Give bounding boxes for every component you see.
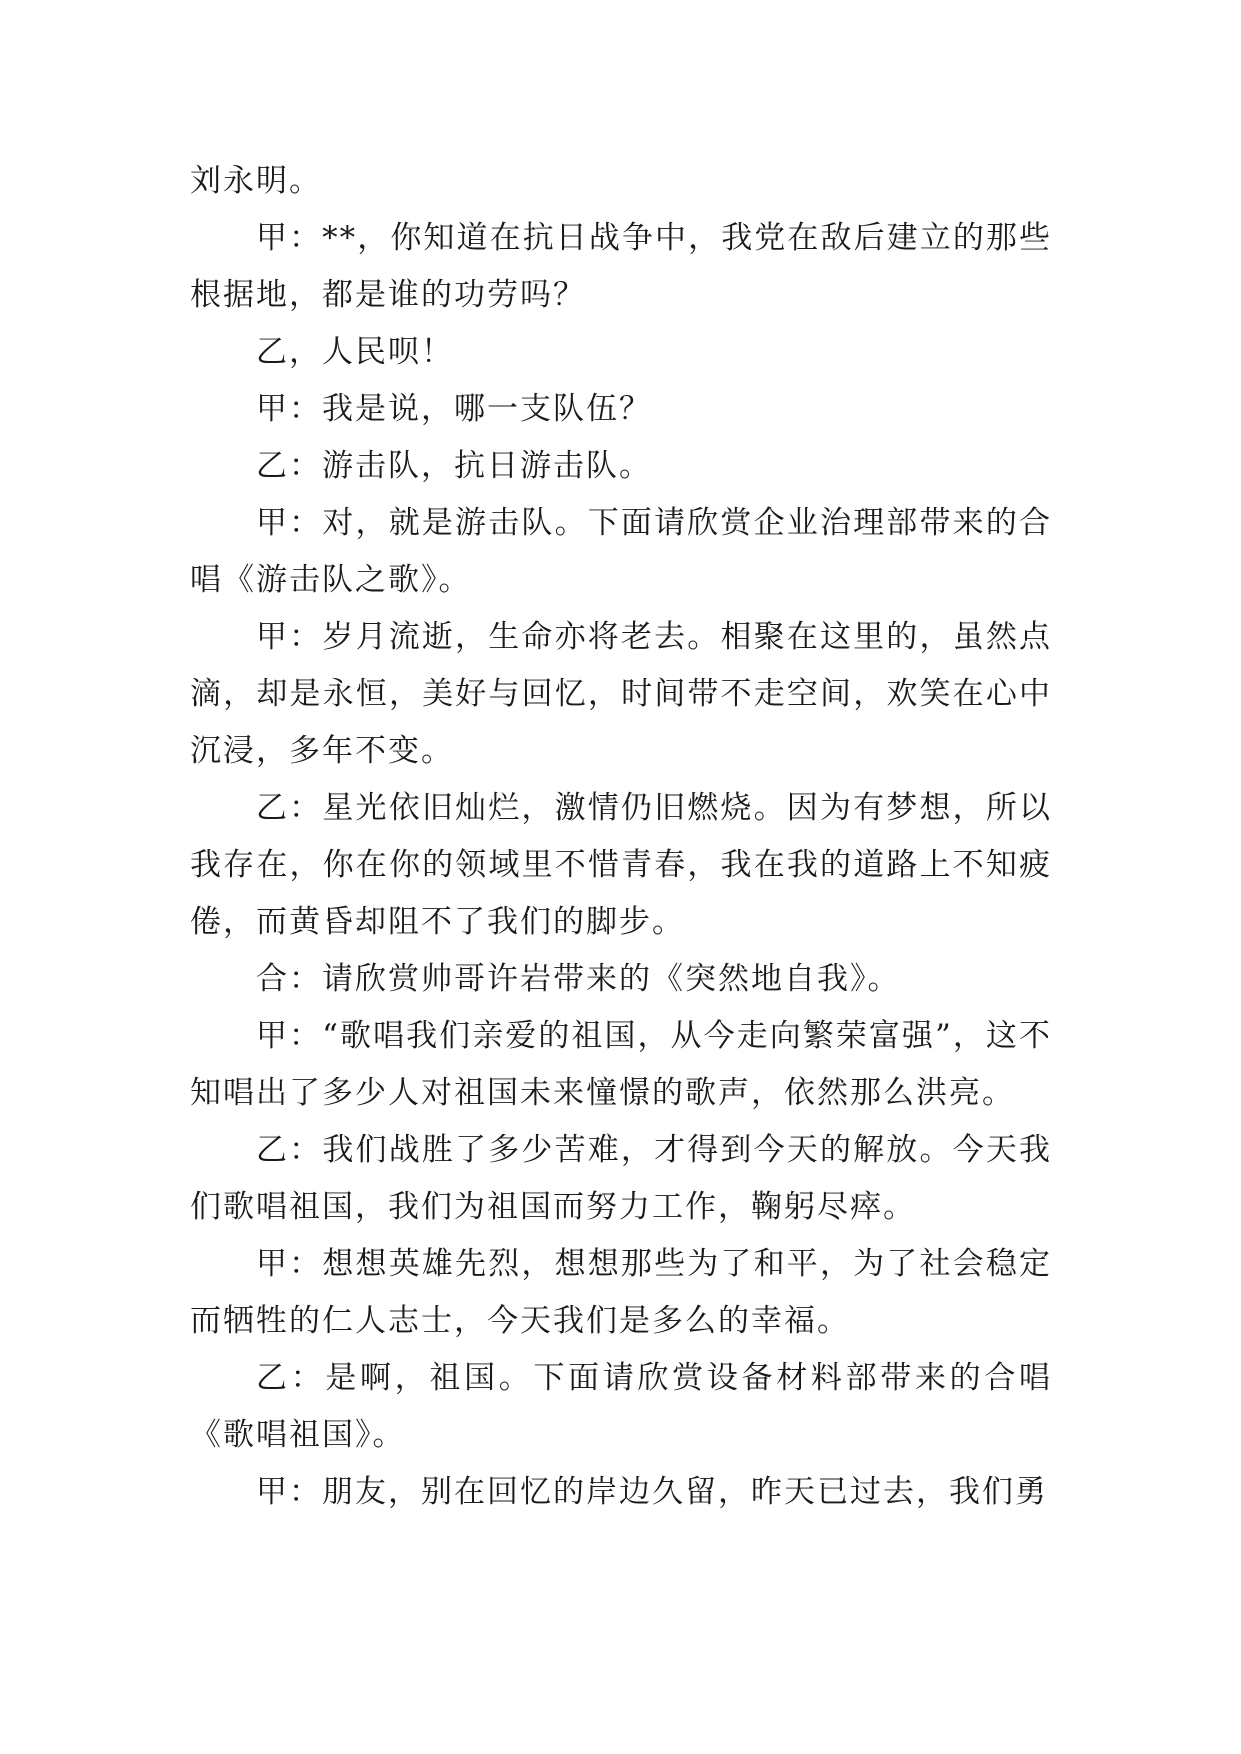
paragraph: 甲：对，就是游击队。下面请欣赏企业治理部带来的合唱《游击队之歌》。 [190, 505, 1052, 598]
paragraph: 乙：星光依旧灿烂，激情仍旧燃烧。因为有梦想，所以我存在，你在你的领域里不惜青春，我在我的道路上不知疲倦，而黄昏却阻不了我们的脚步。 [190, 790, 1052, 940]
paragraph: 甲：“歌唱我们亲爱的祖国，从今走向繁荣富强”，这不知唱出了多少人对祖国未来憧憬的歌声，依然那么洪亮。 [190, 1018, 1052, 1111]
paragraph: 甲：想想英雄先烈，想想那些为了和平，为了社会稳定而牺牲的仁人志士，今天我们是多么的幸福。 [190, 1246, 1052, 1339]
document-body [190, 153, 1052, 1521]
paragraph-continuation: 刘永明。 [190, 163, 322, 199]
paragraph: 合：请欣赏帅哥许岩带来的《突然地自我》。 [256, 961, 901, 997]
paragraph: 乙：我们战胜了多少苦难，才得到今天的解放。今天我们歌唱祖国，我们为祖国而努力工作，鞠躬尽瘁。 [190, 1132, 1052, 1225]
paragraph: 甲：岁月流逝，生命亦将老去。相聚在这里的，虽然点滴，却是永恒，美好与回忆，时间带不走空间，欢笑在心中沉浸，多年不变。 [190, 619, 1052, 769]
paragraph: 乙，人民呗！ [256, 334, 454, 370]
paragraph: 甲：朋友，别在回忆的岸边久留，昨天已过去，我们勇 [256, 1474, 1048, 1510]
paragraph: 乙：是啊，祖国。下面请欣赏设备材料部带来的合唱《歌唱祖国》。 [190, 1360, 1052, 1453]
paragraph: 乙：游击队，抗日游击队。 [256, 448, 652, 484]
paragraph: 甲：**，你知道在抗日战争中，我党在敌后建立的那些根据地，都是谁的功劳吗？ [190, 220, 1052, 313]
paragraph: 甲：我是说，哪一支队伍？ [256, 391, 652, 427]
